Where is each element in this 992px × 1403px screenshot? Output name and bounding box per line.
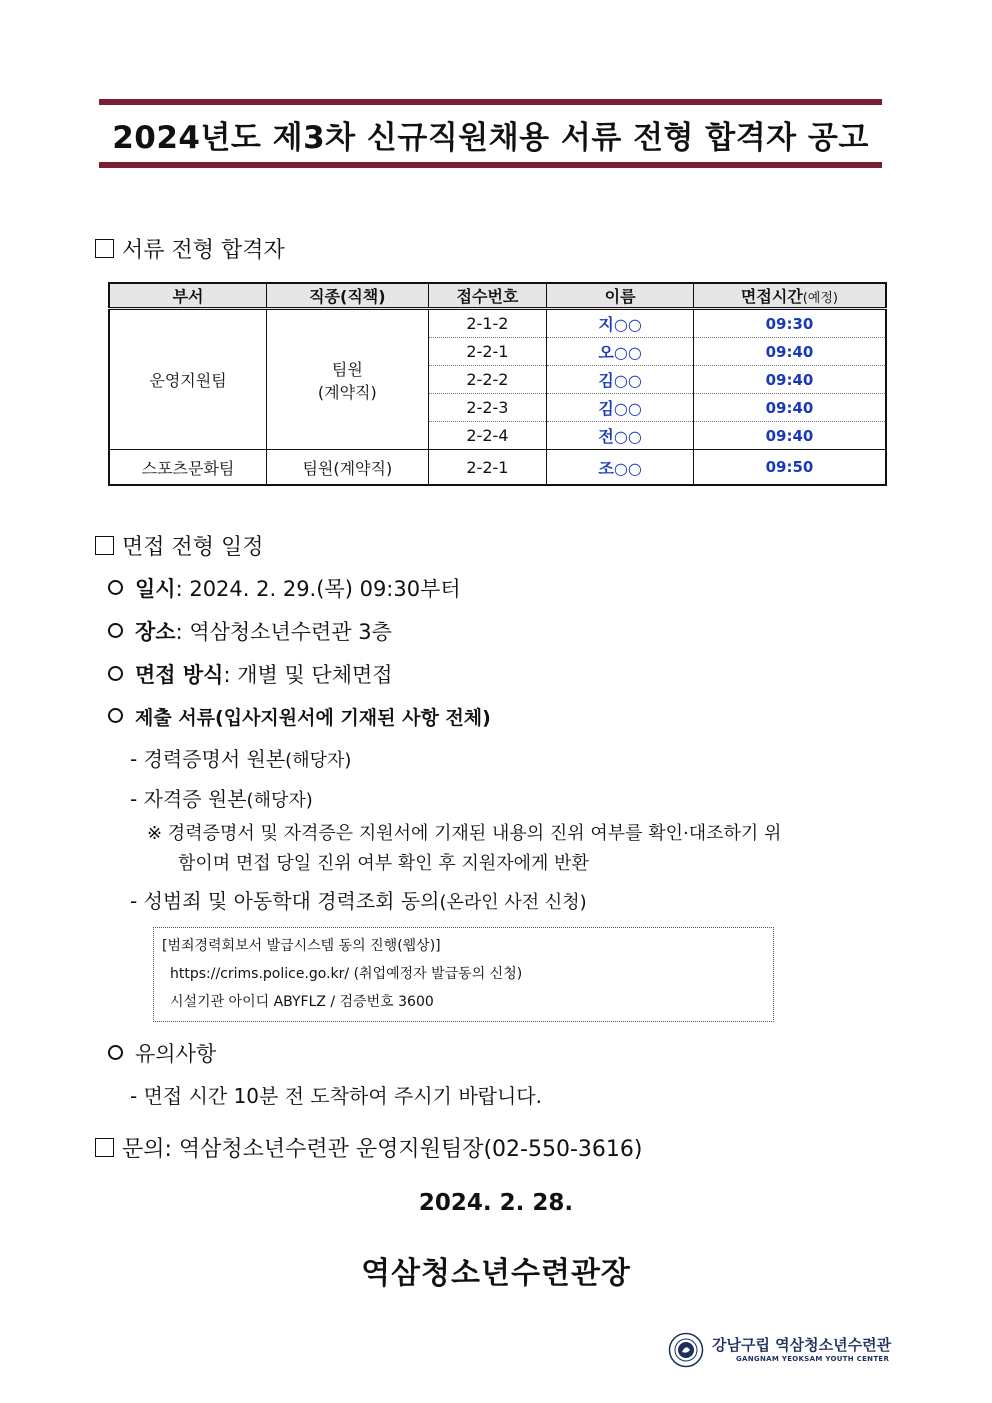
doc-sub: (해당자) — [246, 790, 313, 811]
col-header-name: 이름 — [547, 283, 694, 309]
section-heading-schedule — [95, 530, 264, 561]
table-header-row — [109, 283, 886, 309]
page-title: 2024년도 제3차 신규직원채용 서류 전형 합격자 공고 — [112, 120, 869, 156]
item-label: 면접 방식 — [135, 663, 224, 687]
surname: 지 — [598, 315, 614, 334]
name-cell — [547, 366, 694, 394]
number-cell: 2-2-3 — [428, 394, 547, 422]
caution-text: - 면접 시간 10분 전 도착하여 주시기 바랍니다. — [130, 1084, 542, 1108]
section-heading-text: 면접 전형 일정 — [122, 535, 264, 560]
time-cell: 09:30 — [693, 309, 886, 338]
item-label: 유의사항 — [135, 1042, 217, 1066]
item-label: 일시 — [135, 577, 176, 601]
table-row — [109, 450, 886, 486]
contact-value: : 역삼청소년수련관 운영지원팀장(02-550-3616) — [164, 1137, 643, 1162]
doc-sub: (해당자) — [285, 750, 352, 771]
col-header-dept: 부서 — [109, 283, 267, 309]
dept-cell: 스포츠문화팀 — [109, 450, 267, 486]
item-value: : 역삼청소년수련관 3층 — [175, 620, 392, 644]
contact-label: 문의 — [122, 1137, 165, 1162]
title-bar-top — [99, 99, 882, 105]
job-cell — [267, 309, 429, 450]
col-header-job: 직종(직책) — [267, 283, 429, 309]
time-cell: 09:40 — [693, 366, 886, 394]
consent-sub: (온라인 사전 신청) — [439, 892, 587, 913]
crims-info-box — [153, 927, 774, 1022]
number-cell: 2-2-1 — [428, 450, 547, 486]
name-masked: ○○ — [613, 399, 642, 418]
name-masked: ○○ — [613, 427, 642, 446]
surname: 김 — [598, 399, 614, 418]
section-heading-results — [95, 233, 285, 264]
note-line-2: 함이며 면접 당일 진위 여부 확인 후 지원자에게 반환 — [178, 853, 589, 874]
results-table — [108, 282, 887, 486]
doc-main: - 경력증명서 원본 — [130, 747, 286, 771]
checkbox-square-icon — [95, 536, 114, 555]
doc-career-certificate — [130, 743, 351, 772]
col-header-number: 접수번호 — [428, 283, 547, 309]
item-label: 제출 서류(입사지원서에 기재된 사항 전체) — [135, 707, 491, 729]
item-value: : 2024. 2. 29.(목) 09:30부터 — [175, 577, 461, 601]
circle-bullet-icon — [108, 666, 123, 681]
dept-cell: 운영지원팀 — [109, 309, 267, 450]
number-cell: 2-1-2 — [428, 309, 547, 338]
col-header-time-suffix: (예정) — [802, 291, 838, 306]
schedule-date-item — [108, 573, 461, 603]
circle-bullet-icon — [108, 1045, 123, 1060]
logo-text: 강남구립 역삼청소년수련관 — [712, 1336, 892, 1354]
time-cell: 09:40 — [693, 394, 886, 422]
number-cell: 2-2-4 — [428, 422, 547, 450]
surname: 전 — [598, 427, 614, 446]
name-masked: ○○ — [613, 315, 642, 334]
title-bar-bottom — [99, 162, 882, 168]
consent-main: - 성범죄 및 아동학대 경력조회 동의 — [130, 889, 440, 913]
number-cell: 2-2-2 — [428, 366, 547, 394]
center-seal-icon — [668, 1332, 704, 1368]
caution-item — [108, 1038, 216, 1068]
name-masked: ○○ — [613, 343, 642, 362]
signature: 역삼청소년수련관장 — [361, 1256, 631, 1291]
info-box-line-1: [범죄경력회보서 발급시스템 동의 진행(웹상)] — [162, 938, 441, 954]
time-cell: 09:40 — [693, 338, 886, 366]
doc-license — [130, 783, 313, 812]
item-label: 장소 — [135, 620, 176, 644]
name-cell — [547, 309, 694, 338]
name-masked: ○○ — [613, 371, 642, 390]
circle-bullet-icon — [108, 580, 123, 595]
job-cell: 팀원(계약직) — [267, 450, 429, 486]
name-cell — [547, 422, 694, 450]
schedule-place-item — [108, 616, 392, 646]
info-box-line-3: 시설기관 아이디 ABYFLZ / 검증번호 3600 — [170, 994, 434, 1010]
contact-line — [95, 1132, 642, 1163]
schedule-method-item — [108, 659, 393, 689]
time-cell: 09:50 — [693, 450, 886, 486]
name-cell — [547, 450, 694, 486]
note-line-1: ※ 경력증명서 및 자격증은 지원서에 기재된 내용의 진위 여부를 확인·대조하기 위 — [147, 823, 782, 844]
checkbox-square-icon — [95, 239, 114, 258]
job-line-2: (계약직) — [317, 382, 377, 402]
section-heading-text: 서류 전형 합격자 — [122, 238, 285, 263]
surname: 조 — [598, 458, 614, 478]
logo-subtext: GANGNAM YEOKSAM YOUTH CENTER — [736, 1355, 890, 1363]
checkbox-square-icon — [95, 1138, 114, 1157]
doc-main: - 자격증 원본 — [130, 787, 247, 811]
job-line-1: 팀원 — [331, 359, 363, 379]
number-cell: 2-2-1 — [428, 338, 547, 366]
announcement-date: 2024. 2. 28. — [418, 1190, 574, 1216]
name-cell — [547, 394, 694, 422]
col-header-time-label: 면접시간 — [740, 287, 803, 306]
time-cell: 09:40 — [693, 422, 886, 450]
circle-bullet-icon — [108, 623, 123, 638]
organization-logo — [668, 1330, 908, 1370]
circle-bullet-icon — [108, 708, 123, 723]
surname: 김 — [598, 371, 614, 390]
col-header-time — [693, 283, 886, 309]
name-masked: ○○ — [613, 458, 642, 478]
info-box-line-2[interactable]: https://crims.police.go.kr/ (취업예정자 발급동의 신청) — [170, 966, 523, 982]
schedule-docs-item — [108, 703, 491, 730]
surname: 오 — [598, 343, 614, 362]
table-row — [109, 309, 886, 338]
item-value: : 개별 및 단체면접 — [223, 663, 393, 687]
name-cell — [547, 338, 694, 366]
consent-item — [130, 885, 587, 914]
